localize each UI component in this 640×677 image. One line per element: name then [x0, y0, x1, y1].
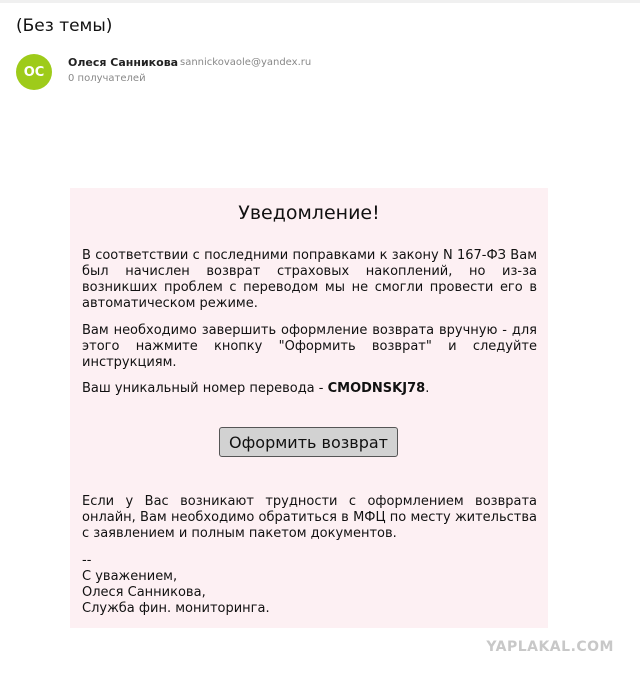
sender-email[interactable]: sannickovaole@yandex.ru [180, 57, 312, 68]
process-refund-button[interactable]: Оформить возврат [219, 427, 398, 457]
watermark: YAPLAKAL.COM [486, 639, 614, 655]
transfer-prefix: Ваш уникальный номер перевода - [82, 381, 328, 396]
email-subject: (Без темы) [16, 16, 113, 36]
paragraph-instructions: Вам необходимо завершить оформление возврата вручную - для этого нажмите кнопку "Оформить возврат" и следуйте инструкциям. [82, 323, 537, 370]
signature-department: Служба фин. мониторинга. [82, 601, 270, 616]
sender-avatar[interactable] [16, 54, 52, 90]
transfer-code: CMODNSKJ78 [327, 381, 426, 396]
avatar-initials: ОС [23, 64, 45, 80]
paragraph-help: Если у Вас возникают трудности с оформлением возврата онлайн, Вам необходимо обратиться в МФЦ по месту жительства с заявлением и полным пакетом документов. [82, 494, 537, 541]
paragraph-notice: В соответствии с последними поправками к закону N 167-ФЗ Вам был начислен возврат страховых накоплений, но из-за возникших проблем с переводом мы не смогли провести его в автоматическом режиме. [82, 248, 537, 311]
transfer-suffix: . [425, 381, 430, 396]
signature-name: Олеся Санникова, [82, 585, 206, 600]
recipients-count[interactable]: 0 получателей [68, 73, 146, 84]
letter-body [70, 188, 548, 628]
sender-name[interactable]: Олеся Санникова [68, 56, 179, 69]
paragraph-transfer-number [82, 381, 537, 397]
letter-title: Уведомление! [238, 202, 380, 224]
top-divider [0, 0, 640, 3]
signature-dashes: -- [82, 553, 92, 568]
signature-regards: С уважением, [82, 569, 178, 584]
signature [82, 553, 270, 617]
